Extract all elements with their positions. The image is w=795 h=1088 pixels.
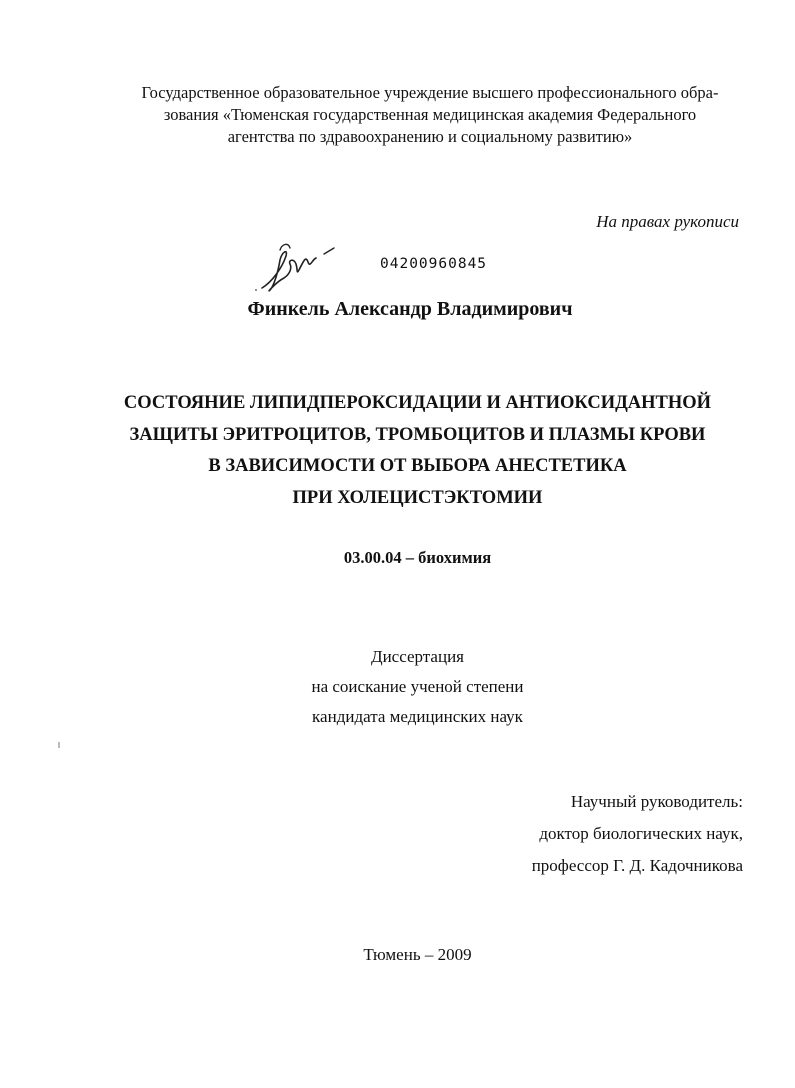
title-line: ЗАЩИТЫ ЭРИТРОЦИТОВ, ТРОМБОЦИТОВ И ПЛАЗМЫ КРОВИ	[129, 424, 706, 445]
title-line: СОСТОЯНИЕ ЛИПИДПЕРОКСИДАЦИИ И АНТИОКСИДАНТНОЙ	[123, 393, 712, 413]
title-line: ПРИ ХОЛЕЦИСТЭКТОМИИ	[292, 487, 543, 508]
specialty-code: 03.00.04 – биохимия	[343, 548, 492, 567]
institution-line: зования «Тюменская государственная медицинская академия Федерального	[163, 105, 697, 124]
signature-icon	[252, 238, 342, 298]
degree-line: кандидата медицинских наук	[312, 707, 523, 726]
degree-line: Диссертация	[370, 647, 464, 666]
institution-line: агентства по здравоохранению и социальному развитию»	[227, 127, 633, 146]
scan-speck	[58, 742, 60, 748]
institution-header	[110, 82, 750, 148]
supervisor-line: профессор Г. Д. Кадочникова	[531, 856, 743, 875]
catalog-number: 04200960845	[380, 256, 488, 272]
supervisor-line: Научный руководитель:	[570, 792, 743, 811]
title-line: В ЗАВИСИМОСТИ ОТ ВЫБОРА АНЕСТЕТИКА	[208, 456, 627, 476]
supervisor-block	[532, 786, 743, 882]
degree-line: на соискание ученой степени	[311, 677, 524, 696]
supervisor-line: доктор биологических наук,	[539, 824, 743, 843]
manuscript-rights-note: На правах рукописи	[596, 212, 739, 231]
author-name: Финкель Александр Владимирович	[247, 298, 573, 320]
degree-statement	[0, 642, 795, 732]
city-year: Тюмень – 2009	[363, 945, 472, 964]
institution-line: Государственное образовательное учреждение высшего профессионального обра-	[141, 83, 719, 102]
dissertation-title	[0, 388, 795, 514]
